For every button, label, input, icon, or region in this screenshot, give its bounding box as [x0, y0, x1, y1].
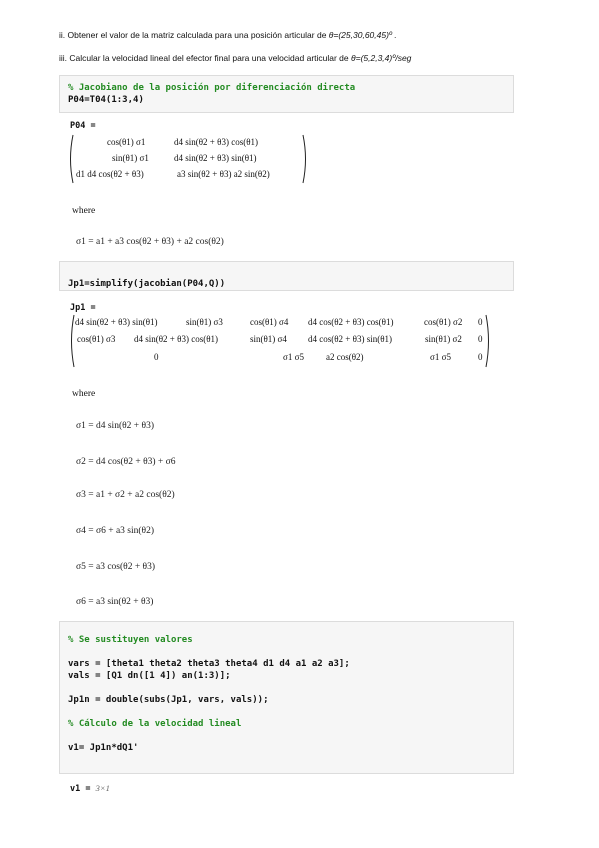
- sigma-definition: σ3 = a1 + σ2 + a2 cos(θ2): [76, 490, 175, 500]
- question-iii-text: iii. Calcular la velocidad lineal del efector final para una velocidad articular de: [59, 53, 351, 63]
- jp1-cell: cos(θ1) σ3: [77, 334, 116, 344]
- p04-cell: d4 sin(θ2 + θ3) cos(θ1): [174, 137, 258, 147]
- output-label: v1 =: [70, 784, 91, 794]
- code-block-velocity[interactable]: [59, 621, 514, 774]
- code-line: vals = [Q1 dn([1 4]) an(1:3)];: [68, 671, 231, 681]
- jp1-cell: 0: [478, 317, 483, 327]
- jp1-cell: sin(θ1) σ4: [250, 334, 287, 344]
- question-ii-theta: θ=(25,30,60,45)º .: [328, 30, 397, 40]
- sigma-definition: σ1 = d4 sin(θ2 + θ3): [76, 421, 154, 431]
- jp1-cell: d4 cos(θ2 + θ3) cos(θ1): [308, 317, 394, 327]
- p04-cell: d4 sin(θ2 + θ3) sin(θ1): [174, 153, 257, 163]
- jp1-cell: d4 sin(θ2 + θ3) sin(θ1): [75, 317, 158, 327]
- p04-cell: d1 d4 cos(θ2 + θ3): [76, 169, 144, 179]
- output-v1: [70, 783, 110, 794]
- sigma-definition: σ6 = a3 sin(θ2 + θ3): [76, 597, 154, 607]
- code-line: Jp1n = double(subs(Jp1, vars, vals));: [68, 695, 269, 705]
- jp1-cell: σ1 σ5: [283, 352, 304, 362]
- code-block-jp1[interactable]: [59, 261, 514, 291]
- question-iii-theta: θ=(5,2,3,4)º/seg: [351, 53, 412, 63]
- p04-matrix: [67, 133, 309, 185]
- code-line: P04=T04(1:3,4): [68, 95, 144, 105]
- jp1-cell: 0: [478, 352, 483, 362]
- jp1-matrix: [68, 313, 492, 369]
- jp1-cell: 0: [154, 352, 159, 362]
- where-label: where: [72, 389, 96, 399]
- jp1-cell: a2 cos(θ2): [326, 352, 364, 362]
- code-comment: % Jacobiano de la posición por diferenciación directa: [68, 83, 356, 93]
- jp1-label: Jp1 =: [70, 303, 96, 313]
- question-iii: [59, 53, 411, 63]
- jp1-cell: d4 cos(θ2 + θ3) sin(θ1): [308, 334, 392, 344]
- sigma-definition: σ5 = a3 cos(θ2 + θ3): [76, 562, 156, 572]
- question-ii: [59, 30, 397, 40]
- jp1-cell: d4 sin(θ2 + θ3) cos(θ1): [134, 334, 218, 344]
- sigma-definition: σ4 = σ6 + a3 sin(θ2): [76, 526, 155, 536]
- question-ii-text: ii. Obtener el valor de la matriz calculada para una posición articular de: [59, 30, 329, 40]
- code-comment: % Cálculo de la velocidad lineal: [68, 719, 242, 729]
- sigma-definition: σ2 = d4 cos(θ2 + θ3) + σ6: [76, 457, 176, 467]
- code-line: v1= Jp1n*dQ1': [68, 743, 139, 753]
- code-block-jacobian[interactable]: [59, 75, 514, 113]
- code-line: Jp1=simplify(jacobian(P04,Q)): [68, 279, 226, 289]
- jp1-cell: σ1 σ5: [430, 352, 451, 362]
- p04-label: P04 =: [70, 121, 96, 131]
- p04-cell: sin(θ1) σ1: [112, 153, 149, 163]
- output-dims: 3×1: [95, 783, 110, 793]
- jp1-cell: sin(θ1) σ2: [425, 334, 462, 344]
- code-comment: % Se sustituyen valores: [68, 635, 193, 645]
- sigma-definition: σ1 = a1 + a3 cos(θ2 + θ3) + a2 cos(θ2): [76, 237, 224, 247]
- p04-cell: cos(θ1) σ1: [107, 137, 146, 147]
- jp1-cell: sin(θ1) σ3: [186, 317, 223, 327]
- p04-cell: a3 sin(θ2 + θ3) a2 sin(θ2): [177, 169, 270, 179]
- where-label: where: [72, 206, 96, 216]
- code-line: vars = [theta1 theta2 theta3 theta4 d1 d4 a1 a2 a3];: [68, 659, 350, 669]
- jp1-cell: cos(θ1) σ4: [250, 317, 289, 327]
- jp1-cell: 0: [478, 334, 483, 344]
- jp1-cell: cos(θ1) σ2: [424, 317, 463, 327]
